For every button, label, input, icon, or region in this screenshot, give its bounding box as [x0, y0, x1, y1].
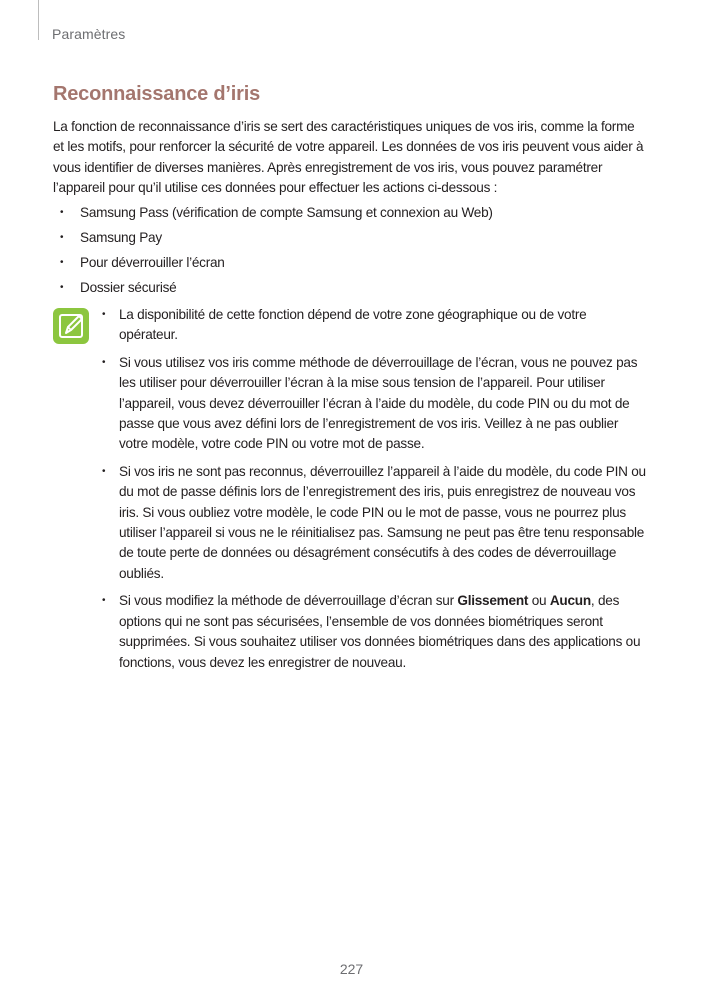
- note-list: [101, 305, 646, 680]
- bullet-icon: •: [102, 465, 106, 477]
- option-glissement: Glissement: [457, 593, 529, 609]
- note-pencil-icon: [53, 308, 89, 344]
- note-item: [101, 591, 646, 673]
- bullet-icon: •: [60, 232, 64, 243]
- list-item: [53, 253, 493, 278]
- bullet-icon: •: [60, 257, 64, 268]
- bullet-icon: •: [60, 207, 64, 218]
- note-text: Si vos iris ne sont pas reconnus, déverrouillez l’appareil à l’aide du modèle, du code PIN ou du mot de passe définis lors de l’enregistrement des iris, puis enregistrez de nouveau vos iris. Si vous oubliez votre modèle, le code PIN ou le mot de passe, vous ne pourrez plus utiliser l’appareil si vous ne le réinitialisez pas. Samsung ne peut pas être tenu responsable de toute perte de données ou désagrément consécutifs à des codes de déverrouillage oubliés.: [119, 463, 646, 581]
- list-item-text: Samsung Pay: [80, 230, 162, 245]
- page-number: 227: [339, 961, 364, 977]
- section-label: Paramètres: [52, 26, 126, 42]
- bullet-icon: •: [102, 595, 106, 607]
- note-text: [119, 593, 640, 669]
- note-text: Si vous utilisez vos iris comme méthode de déverrouillage de l’écran, vous ne pouvez pas les utiliser pour déverrouiller l’écran à la mise sous tension de l’appareil. Pour utiliser l’appareil, vous devez déverrouiller l’écran à l’aide du modèle, du code PIN ou du mot de passe que vous avez défini lors de l’enregistrement de vos iris. Veillez à ne pas oublier votre modèle, votre code PIN ou votre mot de passe.: [119, 354, 638, 452]
- list-item: [53, 228, 493, 253]
- note-text-part: ou: [528, 593, 550, 609]
- note-item: [101, 353, 646, 455]
- note-item: [101, 305, 646, 346]
- note-text-part: Si vous modifiez la méthode de déverrouillage d’écran sur: [119, 593, 458, 609]
- bullet-icon: •: [102, 356, 106, 368]
- intro-paragraph: La fonction de reconnaissance d’iris se sert des caractéristiques uniques de vos iris, comme la forme et les motifs, pour renforcer la sécurité de votre appareil. Les données de vos iris peuvent vous aider à vous identifier de diverses manières. Après enregistrement de vos iris, vous pouvez paramétrer l’appareil pour qu’il utilise ces données pour effectuer les actions ci-dessous :: [53, 119, 644, 196]
- list-item: [53, 203, 493, 228]
- list-item-text: Samsung Pass (vérification de compte Samsung et connexion au Web): [80, 205, 493, 220]
- header-divider: [38, 0, 39, 40]
- note-item: [101, 462, 646, 584]
- note-text-part: , des options qui ne sont pas sécurisées, l’ensemble de vos données biométriques seront supprimées. Si vous souhaitez utiliser vos données biométriques dans des applications ou fonctions, vous devez les enregistrer de nouveau.: [119, 593, 641, 670]
- list-item-text: Pour déverrouiller l’écran: [80, 255, 225, 270]
- page-title: Reconnaissance d’iris: [53, 83, 261, 105]
- list-item-text: Dossier sécurisé: [80, 280, 177, 295]
- list-item: [53, 278, 493, 303]
- bullet-icon: •: [102, 309, 106, 320]
- bullet-icon: •: [60, 282, 64, 293]
- note-text: La disponibilité de cette fonction dépend de votre zone géographique ou de votre opérateur.: [119, 307, 587, 343]
- feature-list: [53, 203, 493, 303]
- option-aucun: Aucun: [549, 593, 591, 609]
